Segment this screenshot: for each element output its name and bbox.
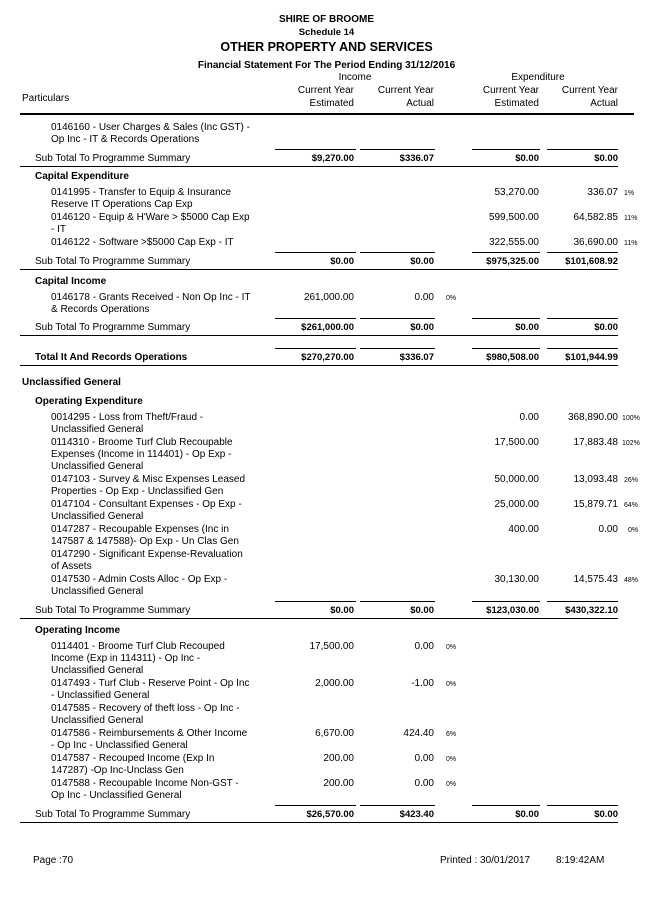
rule <box>547 348 618 349</box>
page-number: Page :70 <box>33 855 74 866</box>
value: 50,000.00 <box>494 474 539 485</box>
rule <box>547 252 618 253</box>
line-item-label: 0147287 - Recoupable Expenses (Inc in <box>51 524 229 535</box>
subtotal-value: $26,570.00 <box>306 809 354 820</box>
subtotal-value: $0.00 <box>410 322 434 333</box>
percent: 0% <box>446 681 457 688</box>
line-item-label: 0147588 - Recoupable Income Non-GST - <box>51 778 239 789</box>
subtotal-value: $0.00 <box>410 605 434 616</box>
expenditure-group-label: Expenditure <box>511 72 565 83</box>
capital-expenditure-heading: Capital Expenditure <box>35 171 129 182</box>
line-item-label: 0147587 - Recouped Income (Exp In <box>51 753 215 764</box>
line-item-label: 0114401 - Broome Turf Club Recouped <box>51 641 225 652</box>
org-name: SHIRE OF BROOME <box>278 14 374 25</box>
line-item-label: 0147530 - Admin Costs Alloc - Op Exp - <box>51 574 228 585</box>
percent: 11% <box>624 240 638 247</box>
subtotal-value: $0.00 <box>594 153 618 164</box>
operating-expenditure-heading: Operating Expenditure <box>35 396 143 407</box>
rule <box>472 252 540 253</box>
rule <box>547 805 618 806</box>
rule <box>275 318 356 319</box>
col4-header-line2: Actual <box>590 98 618 109</box>
subtotal-value: $975,325.00 <box>486 256 539 267</box>
rule <box>472 149 540 150</box>
line-item-label: Unclassified General <box>51 665 144 676</box>
line-item-label: Income (Exp in 114311) - Op Inc - <box>51 653 201 664</box>
col2-header-line2: Actual <box>406 98 434 109</box>
line-item-label: Op Inc - Unclassified General <box>51 790 182 801</box>
printed-date: Printed : 30/01/2017 <box>440 855 531 866</box>
line-item-label: 0146178 - Grants Received - Non Op Inc - IT <box>51 292 251 303</box>
col3-header-line1: Current Year <box>482 85 539 96</box>
printed-time: 8:19:42AM <box>556 855 605 866</box>
line-item-label: Reserve IT Operations Cap Exp <box>51 199 193 210</box>
rule <box>360 805 435 806</box>
line-item-label: - Unclassified General <box>51 690 150 701</box>
rule <box>547 601 618 602</box>
income-group-label: Income <box>338 72 372 83</box>
line-item-label: 0147103 - Survey & Misc Expenses Leased <box>51 474 245 485</box>
rule <box>472 805 540 806</box>
percent: 0% <box>446 756 457 763</box>
subtotal-value: $423.40 <box>399 809 434 820</box>
value: 17,883.48 <box>573 437 618 448</box>
capital-income-heading: Capital Income <box>35 276 107 287</box>
line-item-label: Properties - Op Exp - Unclassified Gen <box>51 486 224 497</box>
rule <box>360 348 435 349</box>
subtotal-value: $0.00 <box>330 256 354 267</box>
total-value: $336.07 <box>399 352 434 363</box>
value: 599,500.00 <box>488 212 539 223</box>
rule <box>20 269 618 270</box>
percent: 0% <box>446 644 457 651</box>
subtotal-value: $0.00 <box>330 605 354 616</box>
value: 0.00 <box>598 524 618 535</box>
total-label: Total It And Records Operations <box>35 352 188 363</box>
header-rule <box>20 113 634 115</box>
col2-header-line1: Current Year <box>377 85 434 96</box>
line-item-label: 0146160 - User Charges & Sales (Inc GST) - <box>51 122 250 133</box>
value: 368,890.00 <box>567 412 618 423</box>
line-item-label: 0147290 - Significant Expense-Revaluation <box>51 549 243 560</box>
percent: 26% <box>624 477 639 484</box>
subtotal-label: Sub Total To Programme Summary <box>35 256 191 267</box>
rule <box>547 318 618 319</box>
col4-header-line1: Current Year <box>561 85 618 96</box>
value: 2,000.00 <box>315 678 354 689</box>
value: 200.00 <box>323 753 354 764</box>
rule <box>20 365 618 366</box>
percent: 11% <box>624 215 638 222</box>
line-item-label: 0147493 - Turf Club - Reserve Point - Op Inc <box>51 678 250 689</box>
value: 13,093.48 <box>573 474 618 485</box>
subtotal-value: $430,322.10 <box>565 605 618 616</box>
subtotal-value: $101,608.92 <box>565 256 618 267</box>
statement-period: Financial Statement For The Period Ending 31/12/2016 <box>197 60 456 71</box>
total-value: $980,508.00 <box>486 352 539 363</box>
rule <box>360 149 435 150</box>
value: 14,575.43 <box>573 574 618 585</box>
line-item-label: 147587 & 147588)- Op Exp - Un Clas Gen <box>51 536 239 547</box>
percent: 0% <box>446 295 457 302</box>
rule <box>20 166 618 167</box>
line-item-label: Unclassified General <box>51 424 144 435</box>
col3-header-line2: Estimated <box>494 98 539 109</box>
line-item-label: - IT <box>51 224 66 235</box>
total-value: $101,944.99 <box>565 352 618 363</box>
line-item-label: Unclassified General <box>51 461 144 472</box>
line-item-label: 0146122 - Software >$5000 Cap Exp - IT <box>51 237 234 248</box>
rule <box>275 252 356 253</box>
value: 261,000.00 <box>303 292 354 303</box>
rule <box>360 252 435 253</box>
value: 17,500.00 <box>494 437 539 448</box>
value: 0.00 <box>414 778 434 789</box>
percent: 48% <box>624 577 639 584</box>
line-item-label: 0147586 - Reimbursements & Other Income <box>51 728 248 739</box>
subtotal-label: Sub Total To Programme Summary <box>35 605 191 616</box>
col1-header-line2: Estimated <box>309 98 354 109</box>
line-item-label: Unclassified General <box>51 715 144 726</box>
rule <box>360 601 435 602</box>
rule <box>472 318 540 319</box>
value: 322,555.00 <box>488 237 539 248</box>
value: 15,879.71 <box>573 499 618 510</box>
value: 336.07 <box>587 187 618 198</box>
rule <box>547 149 618 150</box>
value: 200.00 <box>323 778 354 789</box>
section-heading: Unclassified General <box>22 377 121 388</box>
subtotal-label: Sub Total To Programme Summary <box>35 322 191 333</box>
value: 0.00 <box>414 292 434 303</box>
value: -1.00 <box>411 678 434 689</box>
percent: 0% <box>628 527 639 534</box>
rule <box>360 318 435 319</box>
value: 53,270.00 <box>494 187 539 198</box>
value: 17,500.00 <box>309 641 354 652</box>
value: 424.40 <box>403 728 434 739</box>
line-item-label: of Assets <box>51 561 92 572</box>
percent: 100% <box>622 415 640 422</box>
value: 6,670.00 <box>315 728 354 739</box>
subtotal-label: Sub Total To Programme Summary <box>35 153 191 164</box>
rule <box>20 822 618 823</box>
line-item-label: Unclassified General <box>51 586 144 597</box>
rule <box>472 348 540 349</box>
line-item-label: Op Inc - IT & Records Operations <box>51 134 200 145</box>
rule <box>275 601 356 602</box>
line-item-label: 0141995 - Transfer to Equip & Insurance <box>51 187 232 198</box>
col1-header-line1: Current Year <box>297 85 354 96</box>
subtotal-value: $123,030.00 <box>486 605 539 616</box>
percent: 64% <box>624 502 639 509</box>
value: 0.00 <box>414 641 434 652</box>
line-item-label: 0114310 - Broome Turf Club Recoupable <box>51 437 233 448</box>
line-item-label: Unclassified General <box>51 511 144 522</box>
value: 64,582.85 <box>573 212 618 223</box>
rule <box>275 805 356 806</box>
line-item-label: 0147585 - Recovery of theft loss - Op Inc - <box>51 703 240 714</box>
operating-income-heading: Operating Income <box>35 625 121 636</box>
line-item-label: Expenses (Income in 114401) - Op Exp - <box>51 449 232 460</box>
subtotal-value: $261,000.00 <box>301 322 354 333</box>
rule <box>275 348 356 349</box>
subtotal-value: $0.00 <box>515 809 539 820</box>
rule <box>20 618 618 619</box>
value: 25,000.00 <box>494 499 539 510</box>
line-item-label: & Records Operations <box>51 304 150 315</box>
subtotal-value: $9,270.00 <box>311 153 354 164</box>
line-item-label: 0146120 - Equip & H'Ware > $5000 Cap Exp <box>51 212 250 223</box>
line-item-label: 0014295 - Loss from Theft/Fraud - <box>51 412 204 423</box>
subtotal-label: Sub Total To Programme Summary <box>35 809 191 820</box>
value: 0.00 <box>414 753 434 764</box>
line-item-label: - Op Inc - Unclassified General <box>51 740 188 751</box>
rule <box>20 335 618 336</box>
line-item-label: 147287) -Op Inc-Unclass Gen <box>51 765 184 776</box>
value: 36,690.00 <box>573 237 618 248</box>
report-title: OTHER PROPERTY AND SERVICES <box>220 40 433 54</box>
rule <box>472 601 540 602</box>
subtotal-value: $336.07 <box>399 153 434 164</box>
total-value: $270,270.00 <box>301 352 354 363</box>
value: 30,130.00 <box>494 574 539 585</box>
percent: 0% <box>446 781 457 788</box>
subtotal-value: $0.00 <box>594 809 618 820</box>
value: 400.00 <box>508 524 539 535</box>
subtotal-value: $0.00 <box>594 322 618 333</box>
rule <box>275 149 356 150</box>
subtotal-value: $0.00 <box>410 256 434 267</box>
percent: 6% <box>446 731 457 738</box>
percent: 102% <box>622 440 640 447</box>
value: 0.00 <box>519 412 539 423</box>
percent: 1% <box>624 190 635 197</box>
particulars-header: Particulars <box>22 93 70 104</box>
subtotal-value: $0.00 <box>515 322 539 333</box>
line-item-label: 0147104 - Consultant Expenses - Op Exp - <box>51 499 242 510</box>
schedule-label: Schedule 14 <box>298 27 355 38</box>
subtotal-value: $0.00 <box>515 153 539 164</box>
